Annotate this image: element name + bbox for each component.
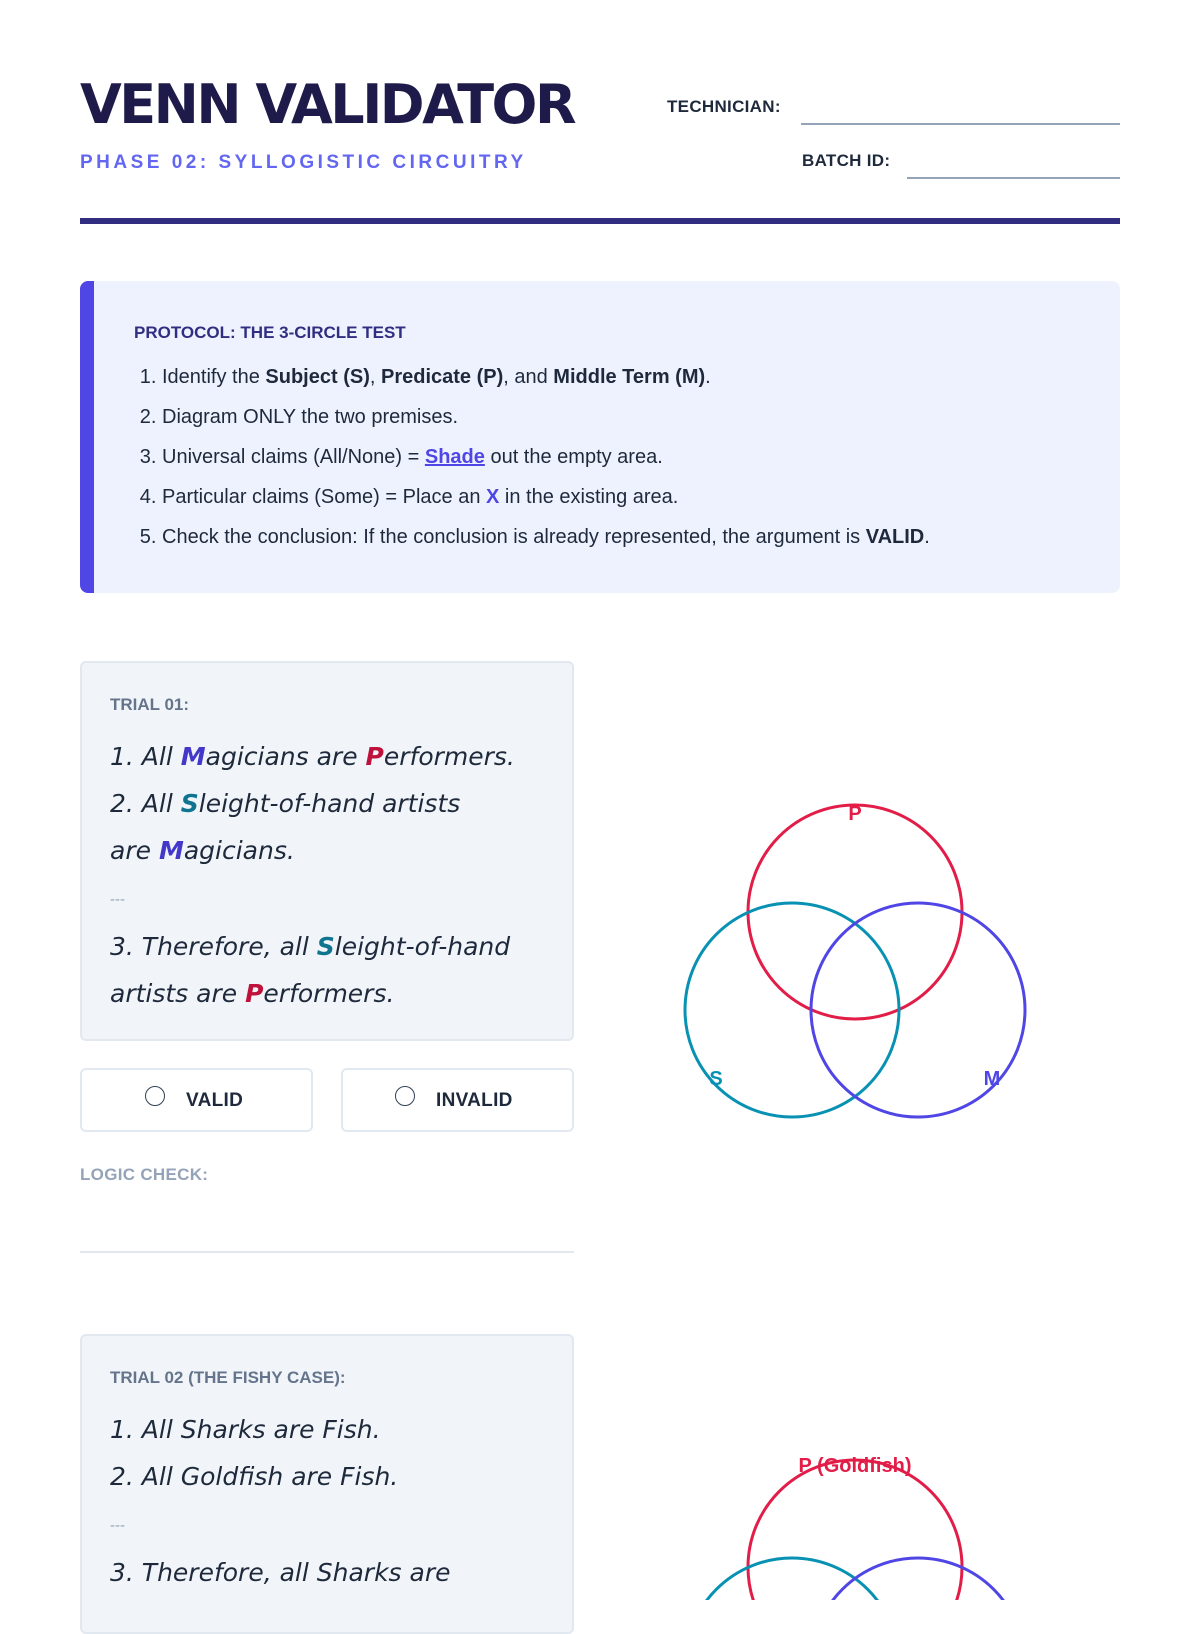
protocol-step-1 (162, 357, 1120, 397)
trial-02-card (80, 1334, 574, 1634)
valid-option[interactable] (80, 1068, 313, 1132)
valid-word: VALID (865, 526, 925, 548)
step-1-text: Identify the (162, 366, 266, 388)
protocol-box (80, 281, 1120, 593)
trial-01-label: TRIAL 01: (110, 695, 190, 714)
invalid-option-label: INVALID (436, 1090, 513, 1111)
logic-check-field[interactable] (80, 1251, 574, 1253)
premise-1-mid: agicians are (205, 742, 366, 771)
page-title: VENN VALIDATOR (80, 73, 575, 136)
conclusion-prefix: 3. Therefore, all (110, 932, 317, 961)
trial-02-divider: --- (110, 1517, 125, 1534)
subject-circle (685, 1558, 899, 1600)
trial-01-premise-1 (110, 733, 544, 780)
middle-letter: M (180, 742, 206, 771)
conclusion-cont-prefix: artists are (110, 979, 246, 1008)
shade-link[interactable]: Shade (424, 446, 485, 468)
subject-label: S (709, 1068, 723, 1090)
predicate-circle (748, 805, 962, 1019)
premise-2-prefix: 2. All (110, 789, 181, 818)
premise-2-mid: leight-of-hand artists (198, 789, 461, 818)
premise-2-cont-prefix: are (110, 836, 159, 865)
page-subtitle: PHASE 02: SYLLOGISTIC CIRCUITRY (80, 152, 527, 173)
trial-02-venn-diagram (620, 1445, 1120, 1600)
predicate-term: Predicate (P) (380, 366, 504, 388)
step-1-sep-1: , (369, 366, 381, 388)
step-4-text: Particular claims (Some) = Place an (162, 486, 487, 508)
conclusion-end: erformers. (263, 979, 395, 1008)
technician-label: TECHNICIAN: (667, 97, 781, 116)
step-5-text: Check the conclusion: If the conclusion is already represented, the argument is (162, 526, 866, 548)
trial-01-venn-diagram (620, 790, 1120, 1130)
invalid-option[interactable] (341, 1068, 574, 1132)
trial-01-card (80, 661, 574, 1041)
batch-id-label: BATCH ID: (802, 151, 891, 170)
trial-01-conclusion (110, 923, 544, 970)
predicate-letter: P (365, 742, 384, 771)
step-1-end: . (705, 366, 711, 388)
x-mark: X (486, 486, 500, 508)
conclusion-mid: leight-of-hand (334, 932, 511, 961)
protocol-step-3 (162, 437, 1120, 477)
middle-circle (811, 1558, 1025, 1600)
predicate-label: P (Goldfish) (798, 1455, 912, 1477)
middle-term: Middle Term (M) (553, 366, 706, 388)
invalid-radio[interactable] (395, 1086, 415, 1106)
protocol-title: PROTOCOL: THE 3-CIRCLE TEST (134, 323, 406, 342)
valid-radio[interactable] (145, 1086, 165, 1106)
trial-02-label: TRIAL 02 (THE FISHY CASE): (110, 1368, 346, 1387)
protocol-step-5 (162, 517, 1120, 557)
technician-field[interactable] (801, 123, 1120, 125)
middle-label: M (983, 1068, 1001, 1090)
step-3-end: out the empty area. (484, 446, 663, 468)
premise-2-end: agicians. (183, 836, 295, 865)
valid-option-label: VALID (186, 1090, 244, 1111)
protocol-step-2: 2. Diagram ONLY the two premises. (162, 397, 1120, 437)
protocol-steps (134, 357, 1120, 557)
subject-term: Subject (S) (265, 366, 370, 388)
trial-02-premise-2: 2. All Goldfish are Fish. (110, 1462, 399, 1491)
logic-check-label: LOGIC CHECK: (80, 1165, 209, 1184)
middle-letter: M (158, 836, 184, 865)
predicate-label: P (848, 803, 862, 825)
trial-02-conclusion: 3. Therefore, all Sharks are (110, 1558, 451, 1587)
trial-01-divider: --- (110, 891, 125, 908)
trial-01-premise-2-cont (110, 827, 544, 874)
step-1-sep-2: , and (503, 366, 554, 388)
subject-letter: S (180, 789, 199, 818)
subject-letter: S (316, 932, 335, 961)
worksheet-page (80, 0, 1120, 1600)
trial-02-premise-1: 1. All Sharks are Fish. (110, 1415, 381, 1444)
protocol-step-4 (162, 477, 1120, 517)
trial-01-premise-2 (110, 780, 544, 827)
batch-id-field[interactable] (907, 177, 1120, 179)
step-4-end: in the existing area. (499, 486, 679, 508)
premise-1-end: erformers. (383, 742, 515, 771)
predicate-letter: P (245, 979, 264, 1008)
trial-01-conclusion-cont (110, 970, 544, 1017)
step-5-end: . (924, 526, 930, 548)
header-divider (80, 218, 1120, 224)
premise-1-prefix: 1. All (110, 742, 181, 771)
step-3-text: Universal claims (All/None) = (162, 446, 425, 468)
